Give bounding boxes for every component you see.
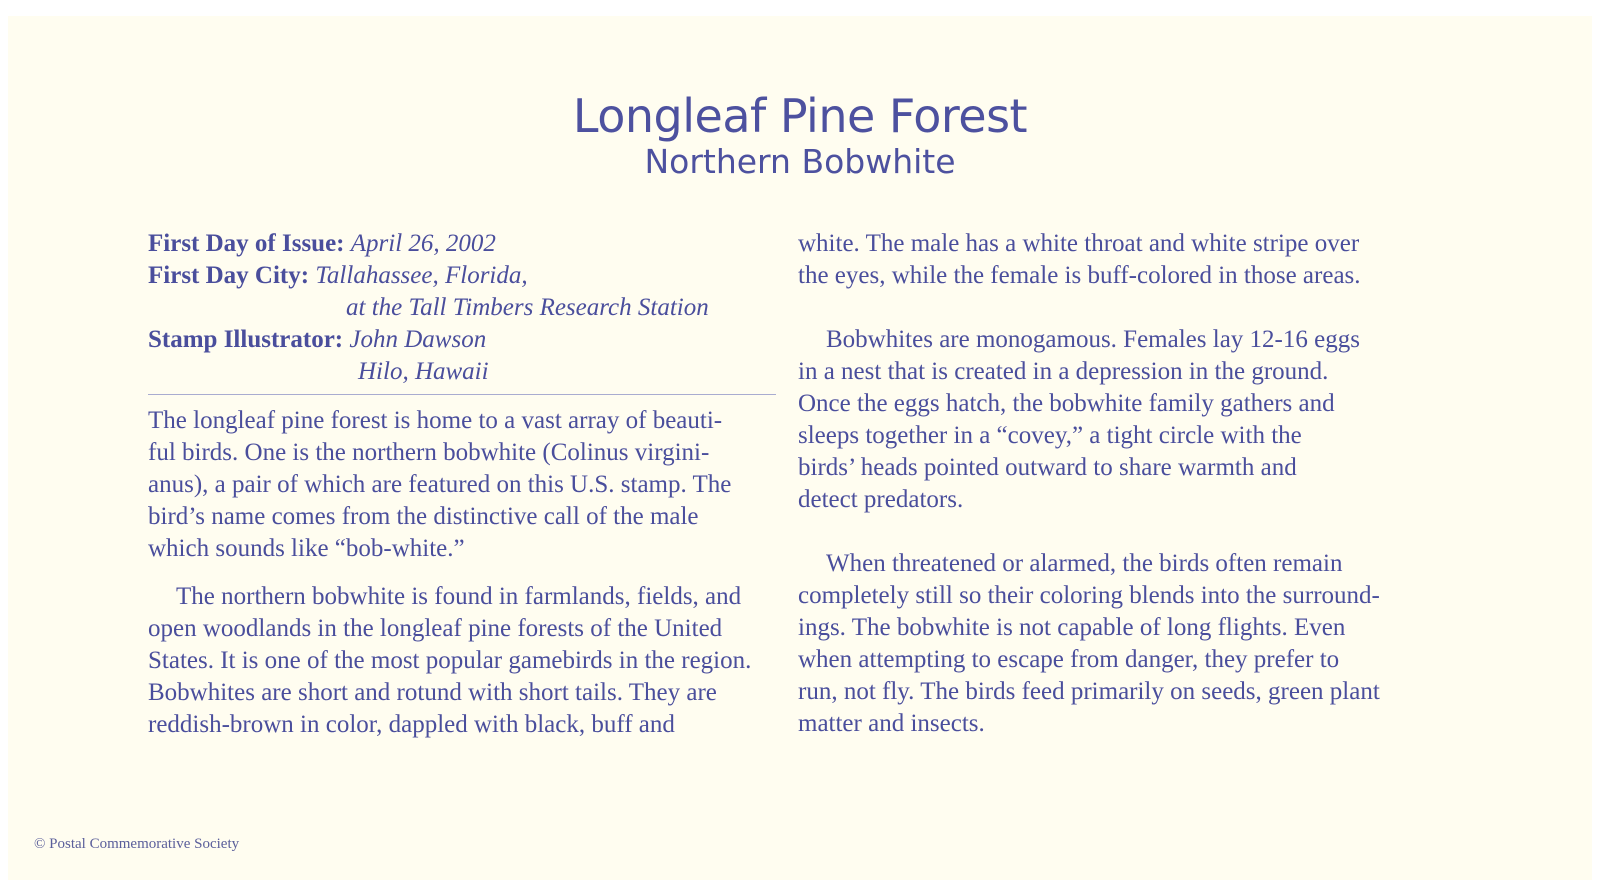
text-line: Bobwhites are monogamous. Females lay 12-16 eggs (826, 326, 1360, 353)
text-line: when attempting to escape from danger, they prefer to (798, 646, 1340, 673)
text-line: bird’s name comes from the distinctive call of the male (148, 503, 699, 530)
text-line: white. The male has a white throat and white stripe over (798, 230, 1360, 257)
text-line: When threatened or alarmed, the birds often remain (826, 550, 1343, 577)
text-line: Bobwhites are short and rotund with short tails. They are (148, 679, 717, 706)
paragraph-habitat (148, 581, 788, 741)
stamp-illustrator (148, 324, 788, 356)
copyright-footer: © Postal Commemorative Society (34, 836, 240, 852)
first-day-value: April 26, 2002 (350, 230, 496, 257)
text-line: matter and insects. (798, 710, 985, 737)
text-line: birds’ heads pointed outward to share warmth and (798, 454, 1297, 481)
illustrator-value: John Dawson (349, 326, 487, 353)
illustrator-location-line (148, 356, 788, 388)
text-line: The northern bobwhite is found in farmlands, fields, and (176, 583, 742, 610)
paragraph-intro (148, 405, 788, 565)
text-line: States. It is one of the most popular gamebirds in the region. (148, 647, 752, 674)
paragraph-coloring-continued (798, 228, 1438, 292)
text-line: which sounds like “bob-white.” (148, 535, 465, 562)
divider-rule (148, 394, 776, 395)
commemorative-card (8, 16, 1592, 880)
text-line: ings. The bobwhite is not capable of long flights. Even (798, 614, 1346, 641)
issue-info (148, 228, 788, 388)
city-value-2: at the Tall Timbers Research Station (346, 294, 709, 321)
first-day-of-issue (148, 228, 788, 260)
text-line: completely still so their coloring blends into the surround- (798, 582, 1380, 609)
text-line: Once the eggs hatch, the bobwhite family gathers and (798, 390, 1335, 417)
text-line: detect predators. (798, 486, 964, 513)
first-day-label: First Day of Issue: (148, 230, 345, 257)
text-line: reddish-brown in color, dappled with black, buff and (148, 711, 675, 738)
city-value: Tallahassee, Florida, (315, 262, 528, 289)
title-block (8, 88, 1592, 182)
city-label: First Day City: (148, 262, 310, 289)
right-column (798, 228, 1438, 740)
text-line: The longleaf pine forest is home to a vast array of beauti- (148, 407, 723, 434)
paragraph-behavior (798, 548, 1438, 740)
illustrator-value-2: Hilo, Hawaii (358, 358, 489, 385)
left-column (148, 228, 788, 741)
page-title: Longleaf Pine Forest (572, 89, 1028, 143)
text-line: the eyes, while the female is buff-colored in those areas. (798, 262, 1361, 289)
text-line: sleeps together in a “covey,” a tight circle with the (798, 422, 1302, 449)
text-line: anus), a pair of which are featured on this U.S. stamp. The (148, 471, 732, 498)
page-subtitle: Northern Bobwhite (644, 142, 956, 181)
text-line: open woodlands in the longleaf pine forests of the United (148, 615, 723, 642)
illustrator-label: Stamp Illustrator: (148, 326, 344, 353)
text-line: in a nest that is created in a depression in the ground. (798, 358, 1329, 385)
text-line: run, not fly. The birds feed primarily on seeds, green plant (798, 678, 1380, 705)
text-line: ful birds. One is the northern bobwhite (Colinus virgini- (148, 439, 710, 466)
paragraph-nesting (798, 324, 1438, 516)
first-day-city (148, 260, 788, 292)
city-location-line (148, 292, 788, 324)
